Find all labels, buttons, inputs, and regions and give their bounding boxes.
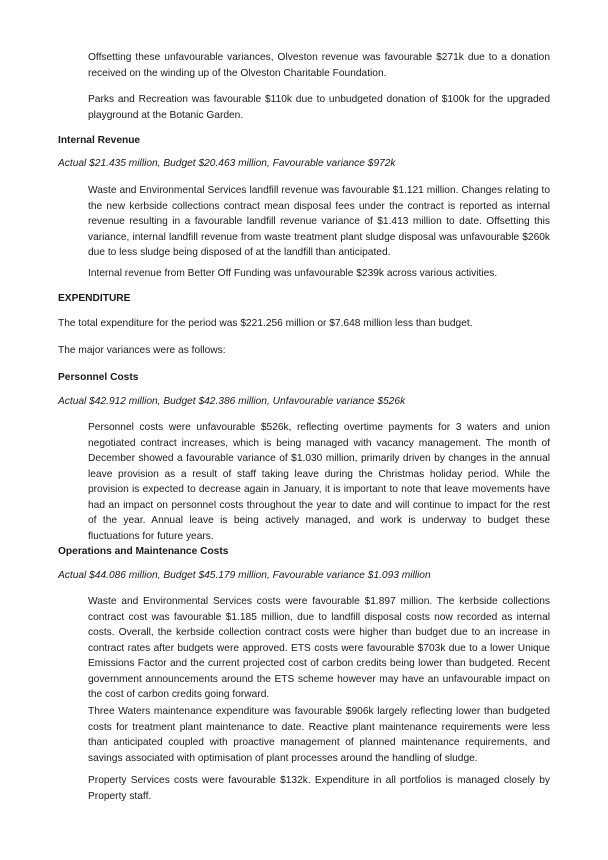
paragraph-parks-recreation: Parks and Recreation was favourable $110k due to unbudgeted donation of $100k for the upgraded playground at the Botanic Garden.	[88, 94, 550, 121]
heading-personnel-costs: Personnel Costs	[58, 372, 139, 383]
paragraph-personnel-costs: Personnel costs were unfavourable $526k, reflecting overtime payments for 3 waters and union negotiated contract increases, which is being managed with vacancy management. The month of December showed a favourable variance of $1.030 million, primarily driven by changes in the annual leave provision as a result of staff taking leave during the Christmas holiday period. While the provision is expected to decrease again in January, it is important to note that leave movements have had an impact on personnel costs throughout the year to date and will continue to impact for the rest of the year. Annual leave is being actively managed, and work is underway to budget these fluctuations for future years.	[88, 422, 550, 542]
paragraph-better-off-funding: Internal revenue from Better Off Funding was unfavourable $239k across various activities.	[88, 268, 498, 279]
summary-internal-revenue: Actual $21.435 million, Budget $20.463 million, Favourable variance $972k	[58, 158, 396, 169]
heading-operations-maintenance: Operations and Maintenance Costs	[58, 546, 229, 557]
paragraph-property-services: Property Services costs were favourable $132k. Expenditure in all portfolios is managed closely by Property staff.	[88, 775, 550, 802]
paragraph-olveston-revenue: Offsetting these unfavourable variances, Olveston revenue was favourable $271k due to a donation received on the winding up of the Olveston Charitable Foundation.	[88, 52, 550, 79]
paragraph-landfill-revenue: Waste and Environmental Services landfill revenue was favourable $1.121 million. Changes relating to the new kerbside collections contract mean disposal fees under the contract is reported as internal revenue resulting in a favourable landfill revenue variance of $1.413 million to date. Offsetting this variance, internal landfill revenue from waste treatment plant sludge disposal was unfavourable $260k due to less sludge being disposed of at the landfill than anticipated.	[88, 185, 550, 258]
summary-personnel-costs: Actual $42.912 million, Budget $42.386 million, Unfavourable variance $526k	[58, 396, 406, 407]
paragraph-three-waters: Three Waters maintenance expenditure was favourable $906k largely reflecting lower than budgeted costs for treatment plant maintenance to date. Reactive plant maintenance requirements were less than anticipated coupled with proactive management of planned maintenance requirements, and savings associated with optimisation of plant processes around the handling of sludge.	[88, 706, 550, 764]
paragraph-waste-environmental-costs: Waste and Environmental Services costs were favourable $1.897 million. The kerbside collections contract cost was favourable $1.185 million, due to landfill disposal costs now recorded as internal costs. Overall, the kerbside collection contract costs were higher than budget due to an increase in contract rates after budgets were approved. ETS costs were favourable $703k due to a lower Unique Emissions Factor and the current projected cost of carbon credits being lower than budgeted. Recent government announcements around the ETS scheme however may have an unfavourable impact on the cost of carbon credits going forward.	[88, 596, 550, 700]
paragraph-total-expenditure: The total expenditure for the period was $221.256 million or $7.648 million less than budget.	[58, 318, 473, 329]
heading-internal-revenue: Internal Revenue	[58, 135, 141, 146]
heading-expenditure: EXPENDITURE	[58, 293, 131, 304]
summary-operations-maintenance: Actual $44.086 million, Budget $45.179 million, Favourable variance $1.093 million	[58, 570, 431, 581]
paragraph-major-variances: The major variances were as follows:	[58, 345, 226, 356]
